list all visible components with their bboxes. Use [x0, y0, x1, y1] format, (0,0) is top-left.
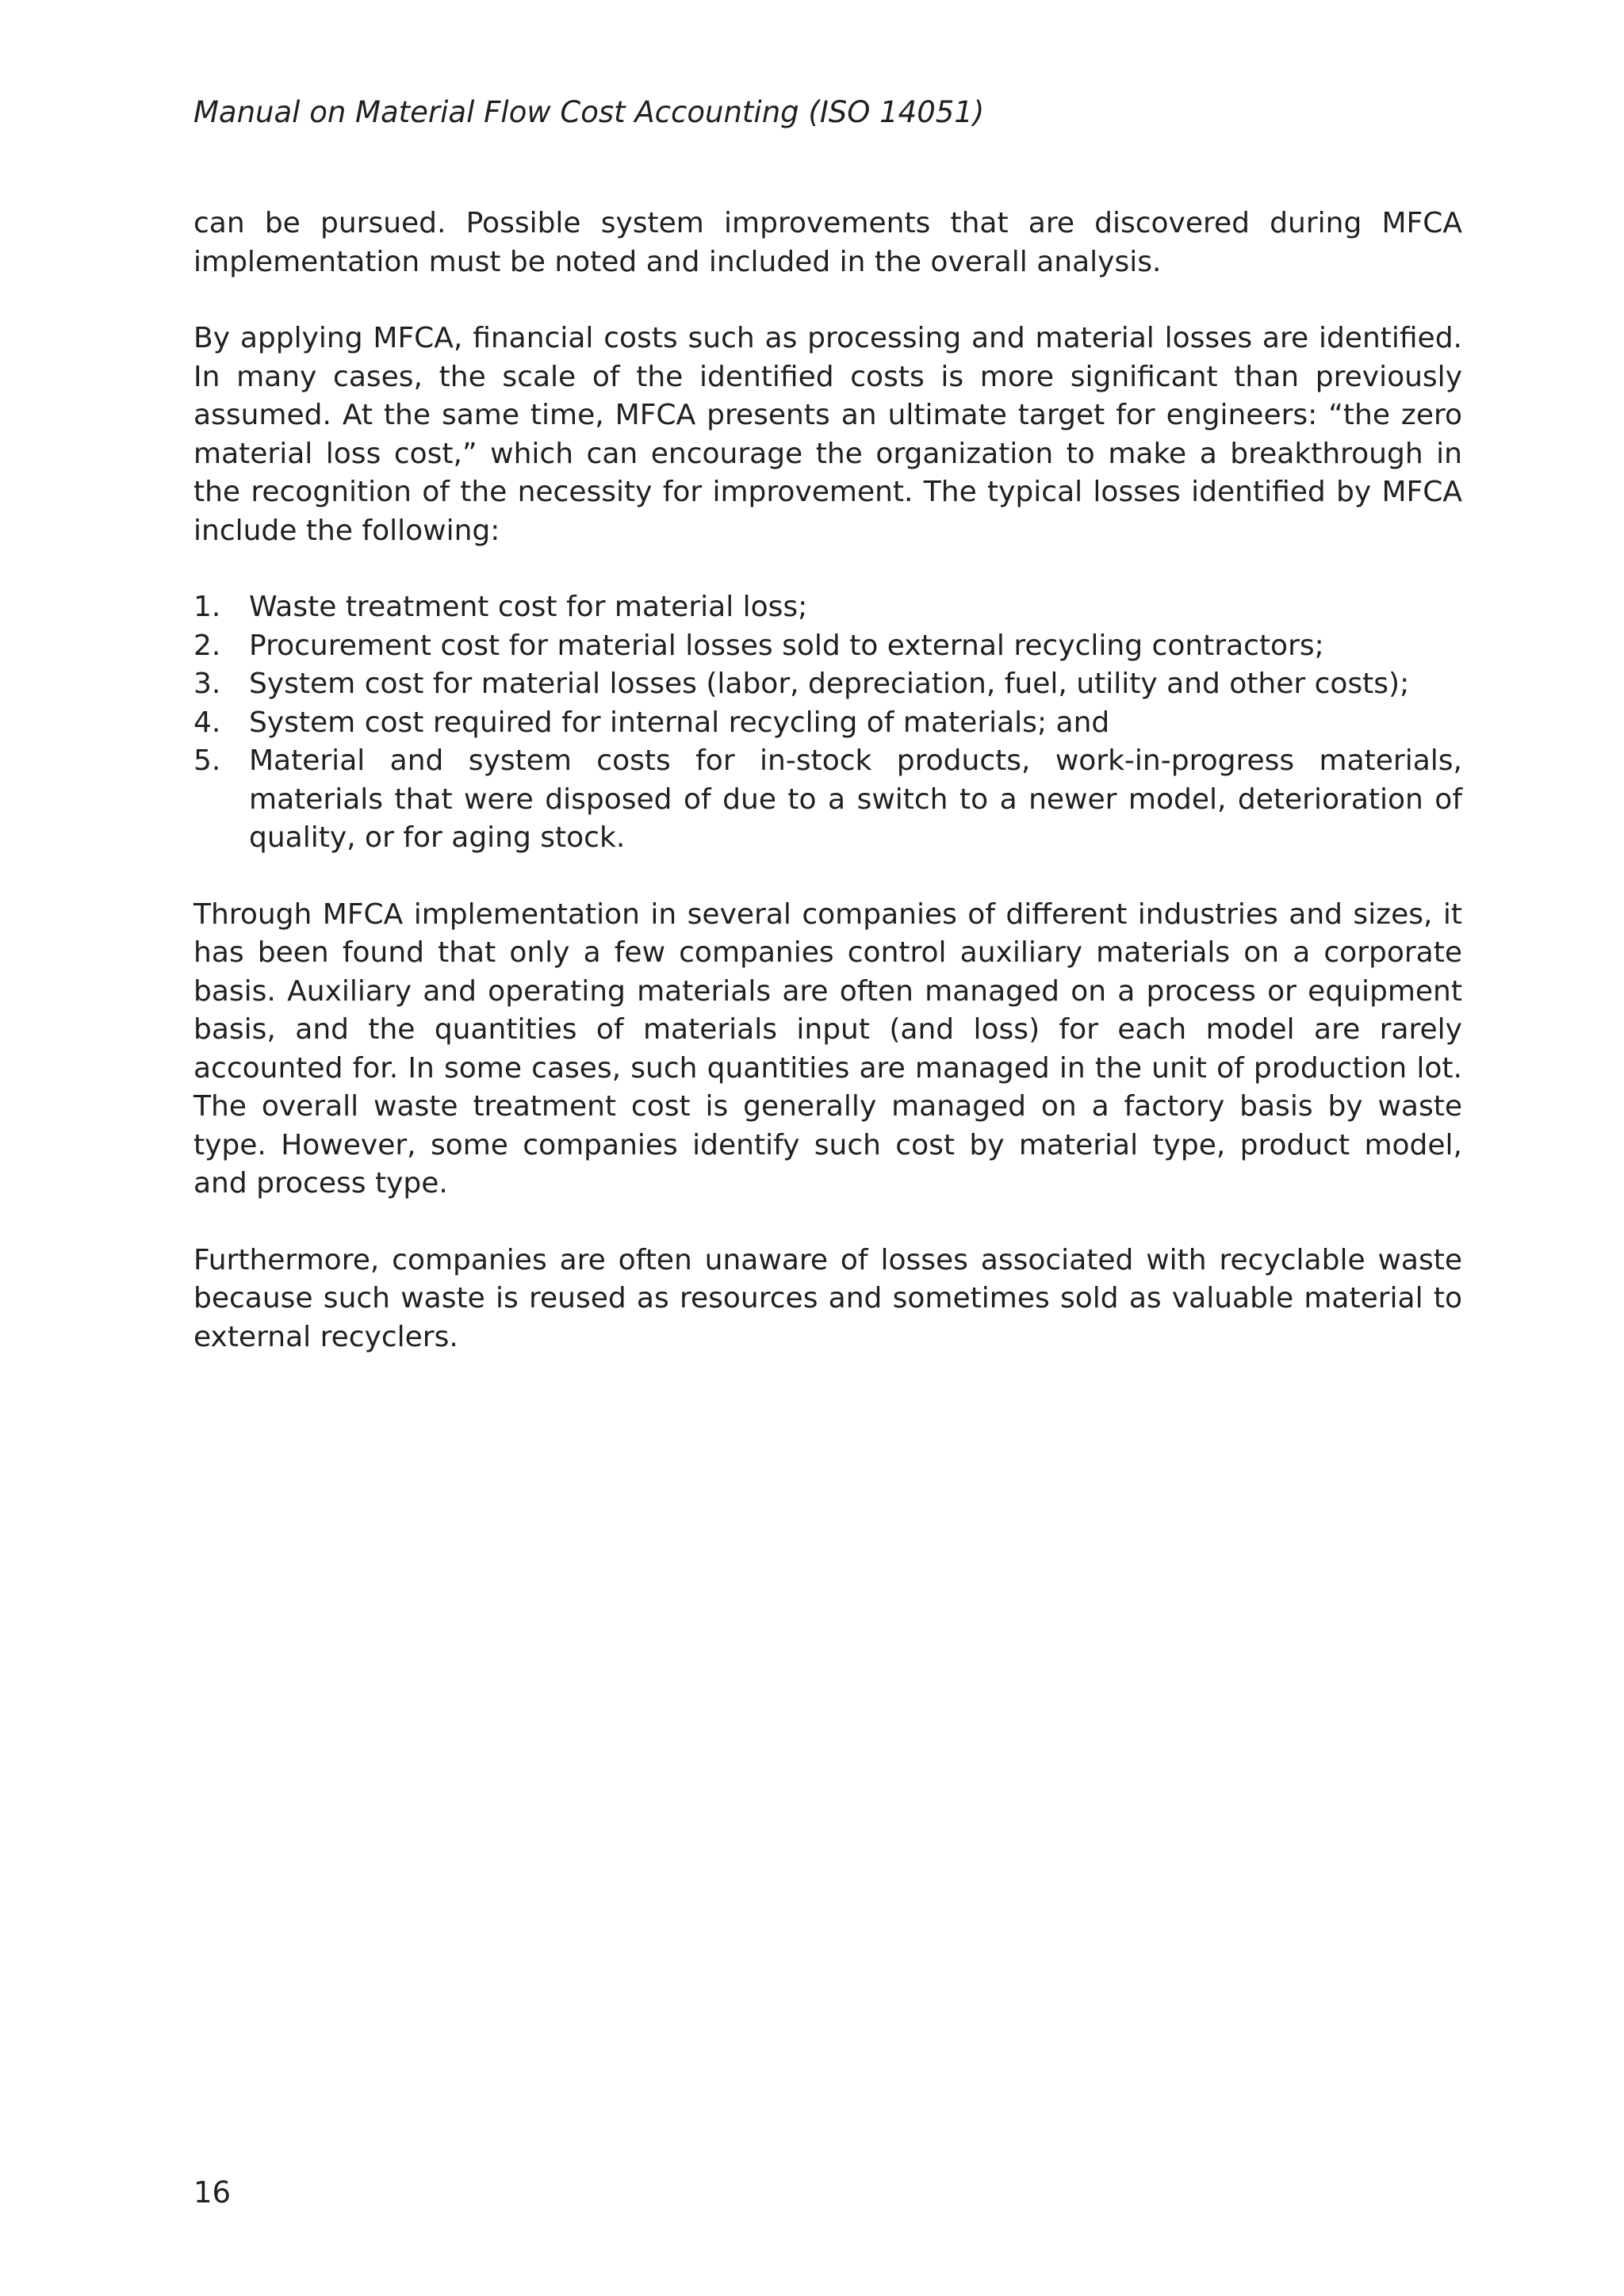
list-item — [193, 627, 1462, 666]
page-body — [193, 205, 1462, 1395]
page-number: 16 — [193, 2175, 232, 2210]
list-item-text: Procurement cost for material losses sold to external recycling contractors; — [249, 629, 1324, 662]
list-item — [193, 704, 1462, 743]
list-item-text: System cost required for internal recycling of materials; and — [249, 706, 1110, 739]
running-header: Manual on Material Flow Cost Accounting (ISO 14051) — [193, 95, 985, 129]
list-item-text: Waste treatment cost for material loss; — [249, 591, 808, 623]
list-item-number: 2. — [193, 629, 221, 662]
paragraph-recyclable-waste: Furthermore, companies are often unaware of losses associated with recyclable waste because such waste is reused as resources and sometimes sold as valuable material to external recyclers. — [193, 1243, 1462, 1353]
paragraph-mfca-costs: By applying MFCA, financial costs such as processing and material losses are identified. In many cases, the scale of the identified costs is more significant than previously assumed. At the same time, MFCA presents an ultimate target for engineers: “the zero material loss cost,” which can encourage the organization to make a breakthrough in the recognition of the necessity for improvement. The typical losses identified by MFCA include the following: — [193, 322, 1462, 547]
list-item-number: 3. — [193, 668, 221, 700]
list-item-text: Material and system costs for in-stock products, work-in-progress materials, materials that were disposed of due to a switch to a newer model, deterioration of quality, or for aging stock. — [249, 744, 1462, 854]
list-item — [193, 588, 1462, 627]
list-item-text: System cost for material losses (labor, depreciation, fuel, utility and other costs); — [249, 668, 1410, 700]
list-item — [193, 742, 1462, 858]
paragraph-continuation: can be pursued. Possible system improvements that are discovered during MFCA implementation must be noted and included in the overall analysis. — [193, 207, 1462, 278]
list-item-number: 4. — [193, 706, 221, 739]
list-item — [193, 665, 1462, 704]
list-item-number: 5. — [193, 744, 221, 777]
losses-list — [193, 588, 1462, 858]
list-item-number: 1. — [193, 591, 221, 623]
paragraph-implementation-findings: Through MFCA implementation in several companies of different industries and sizes, it has been found that only a few companies control auxiliary materials on a corporate basis. Auxiliary and operating materials are often managed on a process or equipment basis, and the quantities of materials input (and loss) for each model are rarely accounted for. In some cases, such quantities are managed in the unit of production lot. The overall waste treatment cost is generally managed on a factory basis by waste type. However, some companies identify such cost by material type, product model, and process type. — [193, 897, 1462, 1200]
